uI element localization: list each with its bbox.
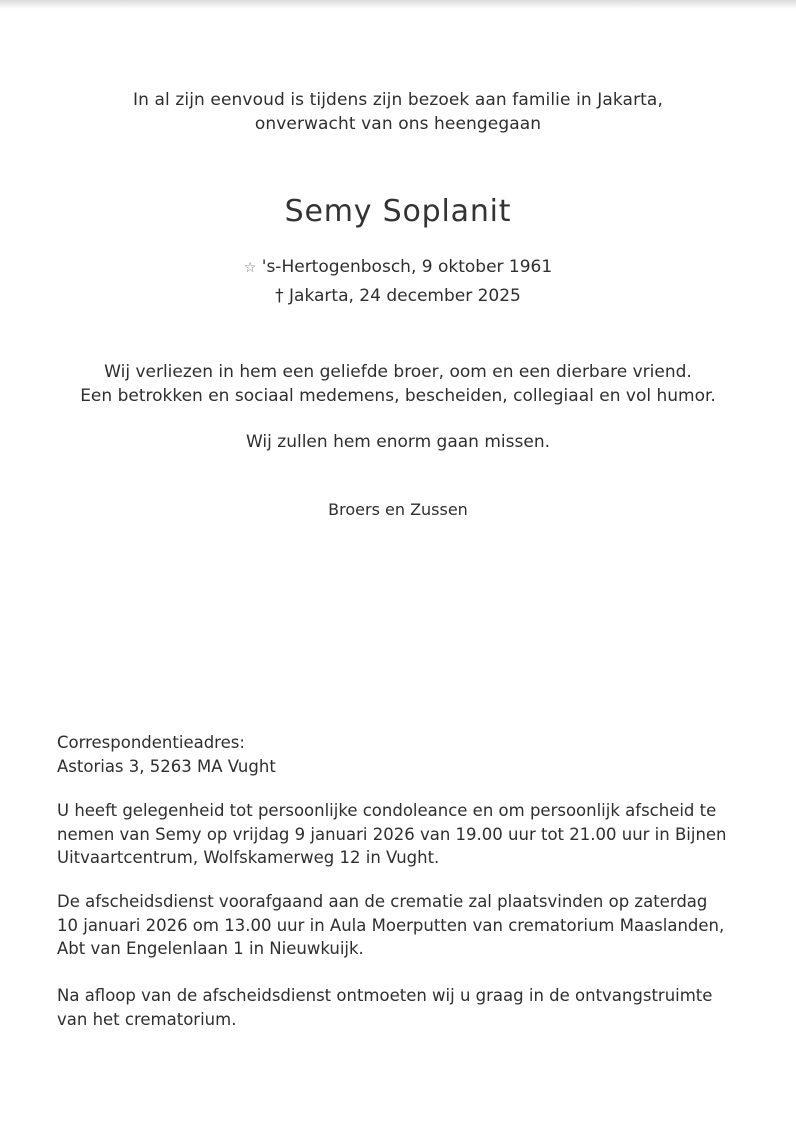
- afterwards-line-2: van het crematorium.: [57, 1009, 237, 1029]
- death-text: Jakarta, 24 december 2025: [289, 286, 521, 306]
- signature: Broers en Zussen: [328, 500, 468, 519]
- service-line-3: Abt van Engelenlaan 1 in Nieuwkuijk.: [57, 939, 364, 958]
- condolence-line-1: U heeft gelegenheid tot persoonlijke condoleance en om persoonlijk afscheid te: [57, 801, 717, 820]
- correspondence-label: Correspondentieadres:: [57, 733, 245, 752]
- afterwards-line-1: Na afloop van de afscheidsdienst ontmoeten wij u graag in de ontvangstruimte: [57, 986, 713, 1005]
- service-line-2: 10 januari 2026 om 13.00 uur in Aula Moerputten van crematorium Maaslanden,: [57, 915, 725, 935]
- afterwards-paragraph: [57, 984, 757, 1031]
- service-line-1: De afscheidsdienst voorafgaand aan de crematie zal plaatsvinden op zaterdag: [57, 892, 708, 911]
- intro-text: [0, 88, 796, 136]
- condolence-line-2: nemen van Semy op vrijdag 9 januari 2026 van 19.00 uur tot 21.00 uur in Bijnen: [57, 824, 727, 844]
- deceased-name: Semy Soplanit: [284, 194, 512, 229]
- condolence-line-3: Uitvaartcentrum, Wolfskamerweg 12 in Vught.: [57, 848, 440, 867]
- tribute-line-2: Een betrokken en sociaal medemens, bescheiden, collegiaal en vol humor.: [80, 386, 716, 406]
- intro-line-2: onverwacht van ons heengegaan: [254, 114, 542, 134]
- death-line: [0, 282, 796, 310]
- correspondence-value: Astorias 3, 5263 MA Vught: [57, 756, 276, 776]
- birth-text: 's-Hertogenbosch, 9 oktober 1961: [261, 257, 553, 277]
- correspondence-address: [57, 731, 757, 778]
- birth-line: [0, 253, 796, 282]
- condolence-paragraph: [57, 799, 757, 870]
- tribute-text: [0, 360, 796, 408]
- service-paragraph: [57, 890, 757, 961]
- star-icon: ☆: [243, 260, 257, 276]
- intro-line-1: In al zijn eenvoud is tijdens zijn bezoek aan familie in Jakarta,: [133, 90, 663, 110]
- cross-icon: †: [275, 286, 284, 306]
- tribute-line-1: Wij verliezen in hem een geliefde broer, oom en een dierbare vriend.: [104, 362, 692, 382]
- missing-text: Wij zullen hem enorm gaan missen.: [246, 432, 550, 452]
- life-dates: [0, 253, 796, 310]
